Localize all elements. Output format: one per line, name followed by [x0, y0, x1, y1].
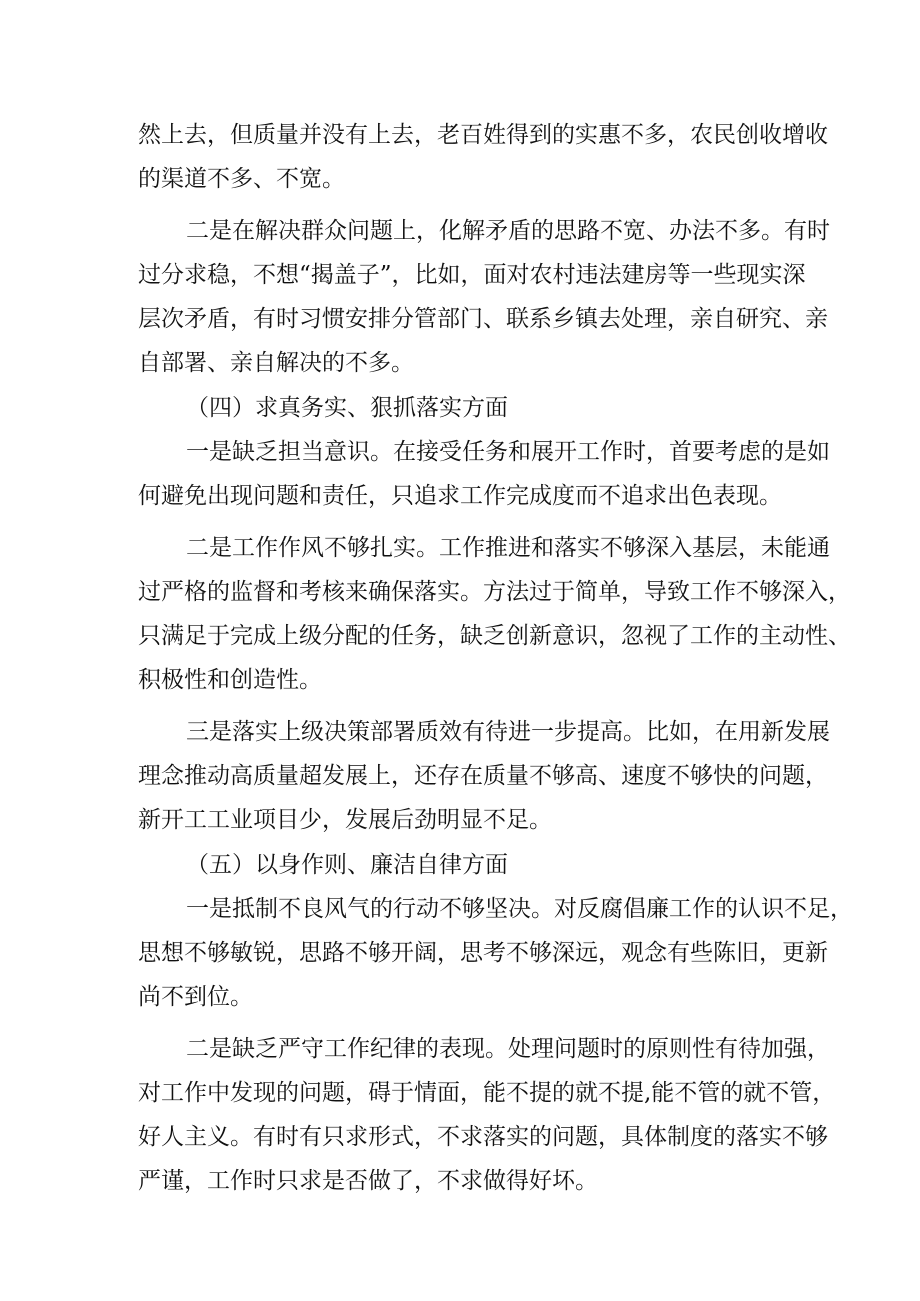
paragraph-start-line: 一是缺乏担当意识。在接受任务和展开工作时，首要考虑的是如 [186, 439, 830, 465]
text-line: 理念推动高质量超发展上，还存在质量不够高、速度不够快的问题， [138, 763, 828, 789]
text-line: 过严格的监督和考核来确保落实。方法过于简单，导致工作不够深入， [138, 579, 851, 605]
text-line: 只满足于完成上级分配的任务，缺乏创新意识，忽视了工作的主动性、 [138, 623, 851, 649]
paragraph-start-line: 三是落实上级决策部署质效有待进一步提高。比如，在用新发展 [186, 719, 830, 745]
text-line: 尚不到位。 [138, 984, 253, 1010]
section-heading-5: （五）以身作则、廉洁自律方面 [186, 852, 508, 878]
text-line: 何避免出现问题和责任，只追求工作完成度而不追求出色表现。 [138, 483, 782, 509]
text-line: 然上去，但质量并没有上去，老百姓得到的实惠不多，农民创收增收 [138, 122, 828, 148]
text-line: 层次矛盾，有时习惯安排分管部门、联系乡镇去处理，亲自研究、亲 [138, 306, 828, 332]
text-line: 对工作中发现的问题，碍于情面，能不提的就不提,能不管的就不管， [138, 1080, 836, 1106]
text-line: 思想不够敏锐，思路不够开阔，思考不够深远，观念有些陈旧，更新 [138, 940, 828, 966]
text-line: 过分求稳，不想“揭盖子”，比如，面对农村违法建房等一些现实深 [138, 262, 806, 288]
text-line: 好人主义。有时有只求形式，不求落实的问题，具体制度的落实不够 [138, 1124, 828, 1150]
paragraph-start-line: 二是工作作风不够扎实。工作推进和落实不够深入基层，未能通 [186, 535, 830, 561]
paragraph-start-line: 二是在解决群众问题上，化解矛盾的思路不宽、办法不多。有时 [186, 218, 830, 244]
section-heading-4: （四）求真务实、狠抓落实方面 [186, 395, 508, 421]
text-line: 自部署、亲自解决的不多。 [138, 350, 414, 376]
paragraph-start-line: 一是抵制不良风气的行动不够坚决。对反腐倡廉工作的认识不足， [186, 896, 853, 922]
text-line: 严谨，工作时只求是否做了，不求做得好坏。 [138, 1168, 598, 1194]
text-line: 积极性和创造性。 [138, 667, 322, 693]
text-line: 新开工工业项目少，发展后劲明显不足。 [138, 807, 552, 833]
paragraph-start-line: 二是缺乏严守工作纪律的表现。处理问题时的原则性有待加强， [186, 1036, 830, 1062]
text-line: 的渠道不多、不宽。 [138, 166, 345, 192]
